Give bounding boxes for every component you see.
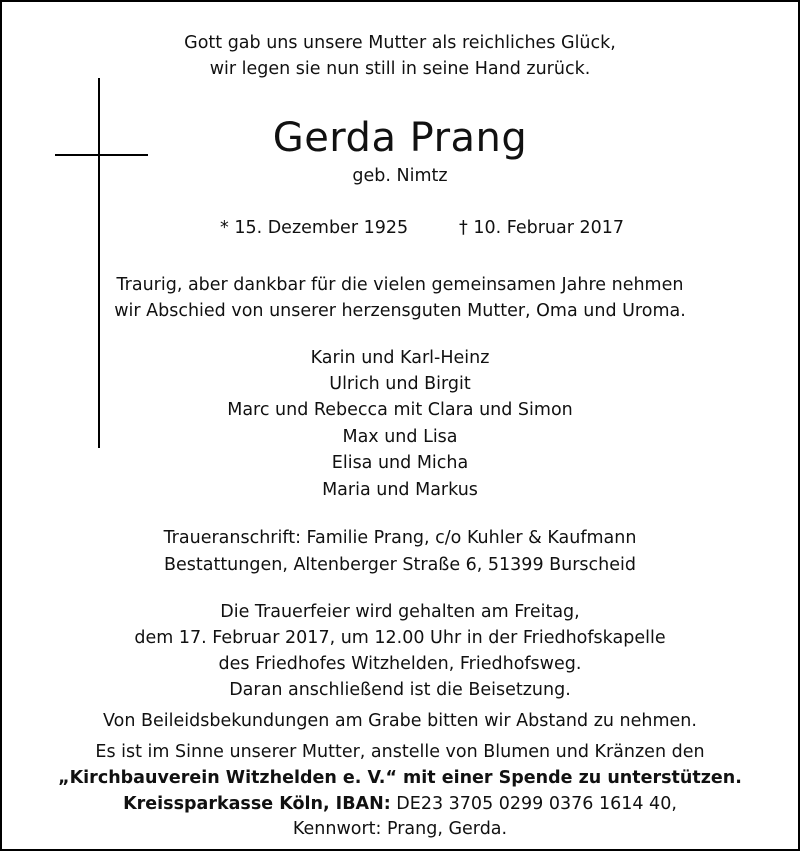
message-line-1: Traurig, aber dankbar für die vielen gemeinsamen Jahre nehmen: [116, 275, 684, 295]
deceased-name: Gerda Prang: [272, 115, 528, 161]
donation-keyword: Kennwort: Prang, Gerda.: [292, 819, 508, 839]
ceremony-line-2: dem 17. Februar 2017, um 12.00 Uhr in der Friedhofskapelle: [134, 628, 666, 648]
mourner-item: Max und Lisa: [342, 427, 458, 447]
ceremony-line-3: des Friedhofes Witzhelden, Friedhofsweg.: [218, 654, 582, 674]
donation-line-1: Es ist im Sinne unserer Mutter, anstelle von Blumen und Kränzen den: [95, 742, 705, 762]
condolence-note: Von Beileidsbekundungen am Grabe bitten wir Abstand zu nehmen.: [103, 711, 697, 731]
iban-value: DE23 3705 0299 0376 1614 40,: [390, 794, 677, 814]
mourner-item: Karin und Karl-Heinz: [310, 348, 490, 368]
mourner-item: Marc und Rebecca mit Clara und Simon: [227, 400, 573, 420]
death-date: † 10. Februar 2017: [459, 218, 624, 238]
birth-date: * 15. Dezember 1925: [220, 218, 409, 238]
poem-line-2: wir legen sie nun still in seine Hand zurück.: [209, 59, 591, 79]
poem-line-1: Gott gab uns unsere Mutter als reichliches Glück,: [184, 33, 616, 53]
ceremony-line-4: Daran anschließend ist die Beisetzung.: [229, 680, 571, 700]
bank-label: Kreissparkasse Köln, IBAN:: [123, 794, 391, 814]
maiden-name: geb. Nimtz: [352, 166, 448, 186]
ceremony-line-1: Die Trauerfeier wird gehalten am Freitag,: [220, 602, 580, 622]
address-line-1: Traueranschrift: Familie Prang, c/o Kuhler & Kaufmann: [163, 528, 637, 548]
donation-line-2: „Kirchbauverein Witzhelden e. V.“ mit einer Spende zu unterstützen.: [58, 768, 742, 788]
address-line-2: Bestattungen, Altenberger Straße 6, 51399 Burscheid: [163, 555, 636, 575]
mourner-item: Maria und Markus: [322, 480, 478, 500]
mourner-item: Elisa und Micha: [331, 453, 469, 473]
message-line-2: wir Abschied von unserer herzensguten Mutter, Oma und Uroma.: [114, 301, 686, 321]
mourner-item: Ulrich und Birgit: [329, 374, 471, 394]
bank-line: [2, 793, 798, 815]
